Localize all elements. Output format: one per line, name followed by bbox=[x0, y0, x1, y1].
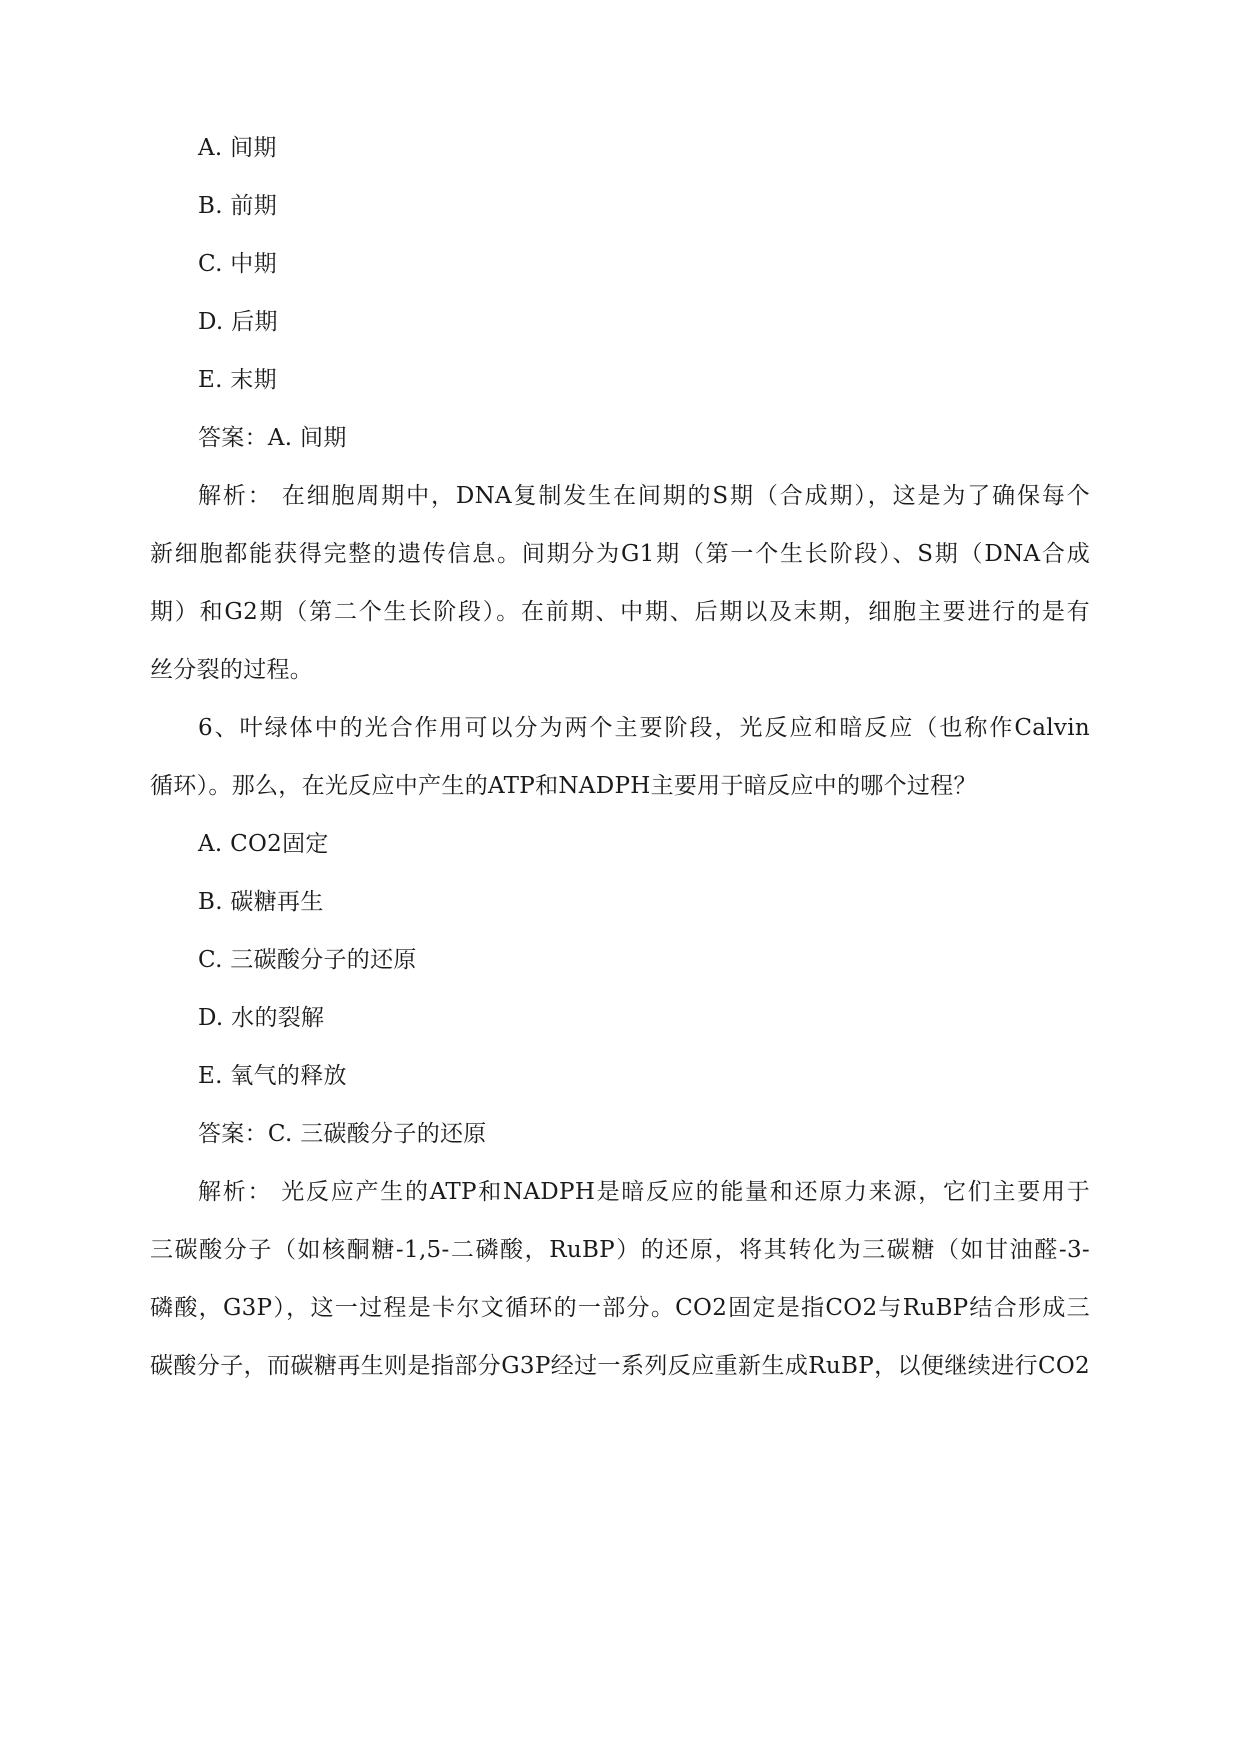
q5-option-c: C. 中期 bbox=[198, 251, 277, 277]
q6-analysis-line-1: 解析： 光反应产生的ATP和NADPH是暗反应的能量和还原力来源，它们主要用于 bbox=[198, 1179, 1090, 1205]
q5-analysis-line-1: 解析： 在细胞周期中，DNA复制发生在间期的S期（合成期），这是为了确保每个 bbox=[198, 483, 1090, 509]
q5-option-b: B. 前期 bbox=[198, 193, 278, 219]
q6-question-line-1: 6、叶绿体中的光合作用可以分为两个主要阶段，光反应和暗反应（也称作Calvin bbox=[198, 715, 1090, 741]
q5-answer: 答案：A. 间期 bbox=[198, 425, 347, 451]
q6-analysis-line-3: 磷酸，G3P），这一过程是卡尔文循环的一部分。CO2固定是指CO2与RuBP结合形成三 bbox=[150, 1295, 1090, 1321]
q6-analysis-line-4: 碳酸分子，而碳糖再生则是指部分G3P经过一系列反应重新生成RuBP，以便继续进行CO2 bbox=[150, 1353, 1090, 1379]
q5-option-a: A. 间期 bbox=[198, 135, 277, 161]
q6-option-a: A. CO2固定 bbox=[198, 831, 329, 857]
q5-analysis-line-2: 新细胞都能获得完整的遗传信息。间期分为G1期（第一个生长阶段）、S期（DNA合成 bbox=[150, 541, 1090, 567]
q6-answer: 答案：C. 三碳酸分子的还原 bbox=[198, 1121, 487, 1147]
q5-option-e: E. 末期 bbox=[198, 367, 277, 393]
q6-option-d: D. 水的裂解 bbox=[198, 1005, 325, 1031]
q5-analysis-line-4: 丝分裂的过程。 bbox=[150, 657, 314, 683]
q5-option-d: D. 后期 bbox=[198, 309, 278, 335]
q6-analysis-line-2: 三碳酸分子（如核酮糖-1,5-二磷酸，RuBP）的还原，将其转化为三碳糖（如甘油醛-3- bbox=[150, 1237, 1090, 1263]
q6-question-line-2: 循环）。那么，在光反应中产生的ATP和NADPH主要用于暗反应中的哪个过程？ bbox=[150, 773, 977, 799]
q6-option-b: B. 碳糖再生 bbox=[198, 889, 324, 915]
q6-option-c: C. 三碳酸分子的还原 bbox=[198, 947, 417, 973]
q6-option-e: E. 氧气的释放 bbox=[198, 1063, 347, 1089]
q5-analysis-line-3: 期）和G2期（第二个生长阶段）。在前期、中期、后期以及末期，细胞主要进行的是有 bbox=[150, 599, 1090, 625]
